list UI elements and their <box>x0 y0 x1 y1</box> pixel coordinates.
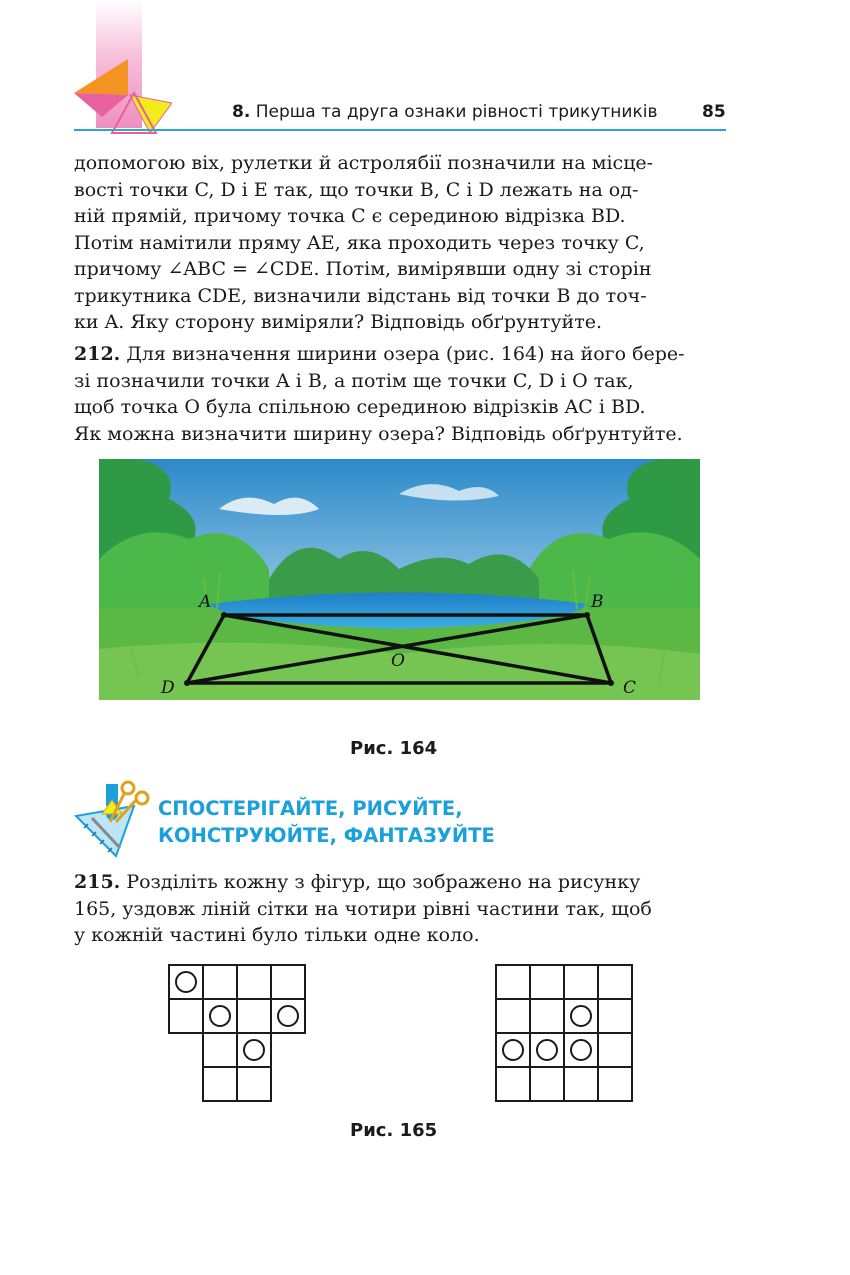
problem-212 <box>74 341 726 447</box>
text-line: щоб точка O була спільною серединою відрізків AC і BD. <box>74 396 646 418</box>
figure-164-lake-illustration <box>99 459 700 700</box>
text-line: трикутника CDE, визначили відстань від точки B до точ- <box>74 284 647 307</box>
figure-165-shape-left <box>168 964 306 1102</box>
point-label-o: O <box>391 651 405 671</box>
section-heading-line: КОНСТРУЮЙТЕ, ФАНТАЗУЙТЕ <box>158 824 495 847</box>
text-line: 165, уздовж ліній сітки на чотири рівні частини так, щоб <box>74 897 652 920</box>
point-label-d: D <box>161 678 175 698</box>
figure-164-caption: Рис. 164 <box>350 738 438 759</box>
text-line: у кожній частині було тільки одне коло. <box>74 924 480 946</box>
tools-icon <box>72 778 152 860</box>
text-line: допомогою віх, рулетки й астролябії позначили на місце- <box>74 152 654 174</box>
paragraph-continuation <box>74 150 726 336</box>
problem-215 <box>74 869 726 949</box>
text-line: Потім намітили пряму AE, яка проходить через точку C, <box>74 231 645 254</box>
text-line: ній прямій, причому точка C є серединою відрізка BD. <box>74 205 626 227</box>
text-line: вості точки C, D і E так, що точки B, C і D лежать на од- <box>74 178 639 201</box>
chapter-title: Перша та друга ознаки рівності трикутників <box>255 102 658 122</box>
figure-165-shape-right <box>495 964 633 1102</box>
problem-number: 215. <box>74 871 121 893</box>
text-line: зі позначили точки A і B, а потім ще точки C, D і O так, <box>74 369 634 392</box>
point-label-a: A <box>199 592 212 612</box>
problem-number: 212. <box>74 343 121 365</box>
text-line: 212. Для визначення ширини озера (рис. 164) на його бере- <box>74 343 685 365</box>
running-header <box>232 102 657 122</box>
figure-165-caption: Рис. 165 <box>350 1120 438 1141</box>
page-number: 85 <box>702 102 726 122</box>
chapter-number: 8. <box>232 102 251 122</box>
section-heading <box>158 795 495 849</box>
point-label-b: B <box>591 592 604 612</box>
header-rule <box>74 129 726 131</box>
point-label-c: C <box>623 678 637 698</box>
text-line: ки A. Яку сторону виміряли? Відповідь обґрунтуйте. <box>74 311 602 333</box>
text-line: 215. Розділіть кожну з фігур, що зображено на рисунку <box>74 871 641 893</box>
text-line: Як можна визначити ширину озера? Відповідь обґрунтуйте. <box>74 422 683 445</box>
triangles-logo-icon <box>72 55 172 135</box>
section-heading-line: СПОСТЕРІГАЙТЕ, РИСУЙТЕ, <box>158 797 463 820</box>
text-line: причому ∠ABC = ∠CDE. Потім, вимірявши одну зі сторін <box>74 258 652 280</box>
